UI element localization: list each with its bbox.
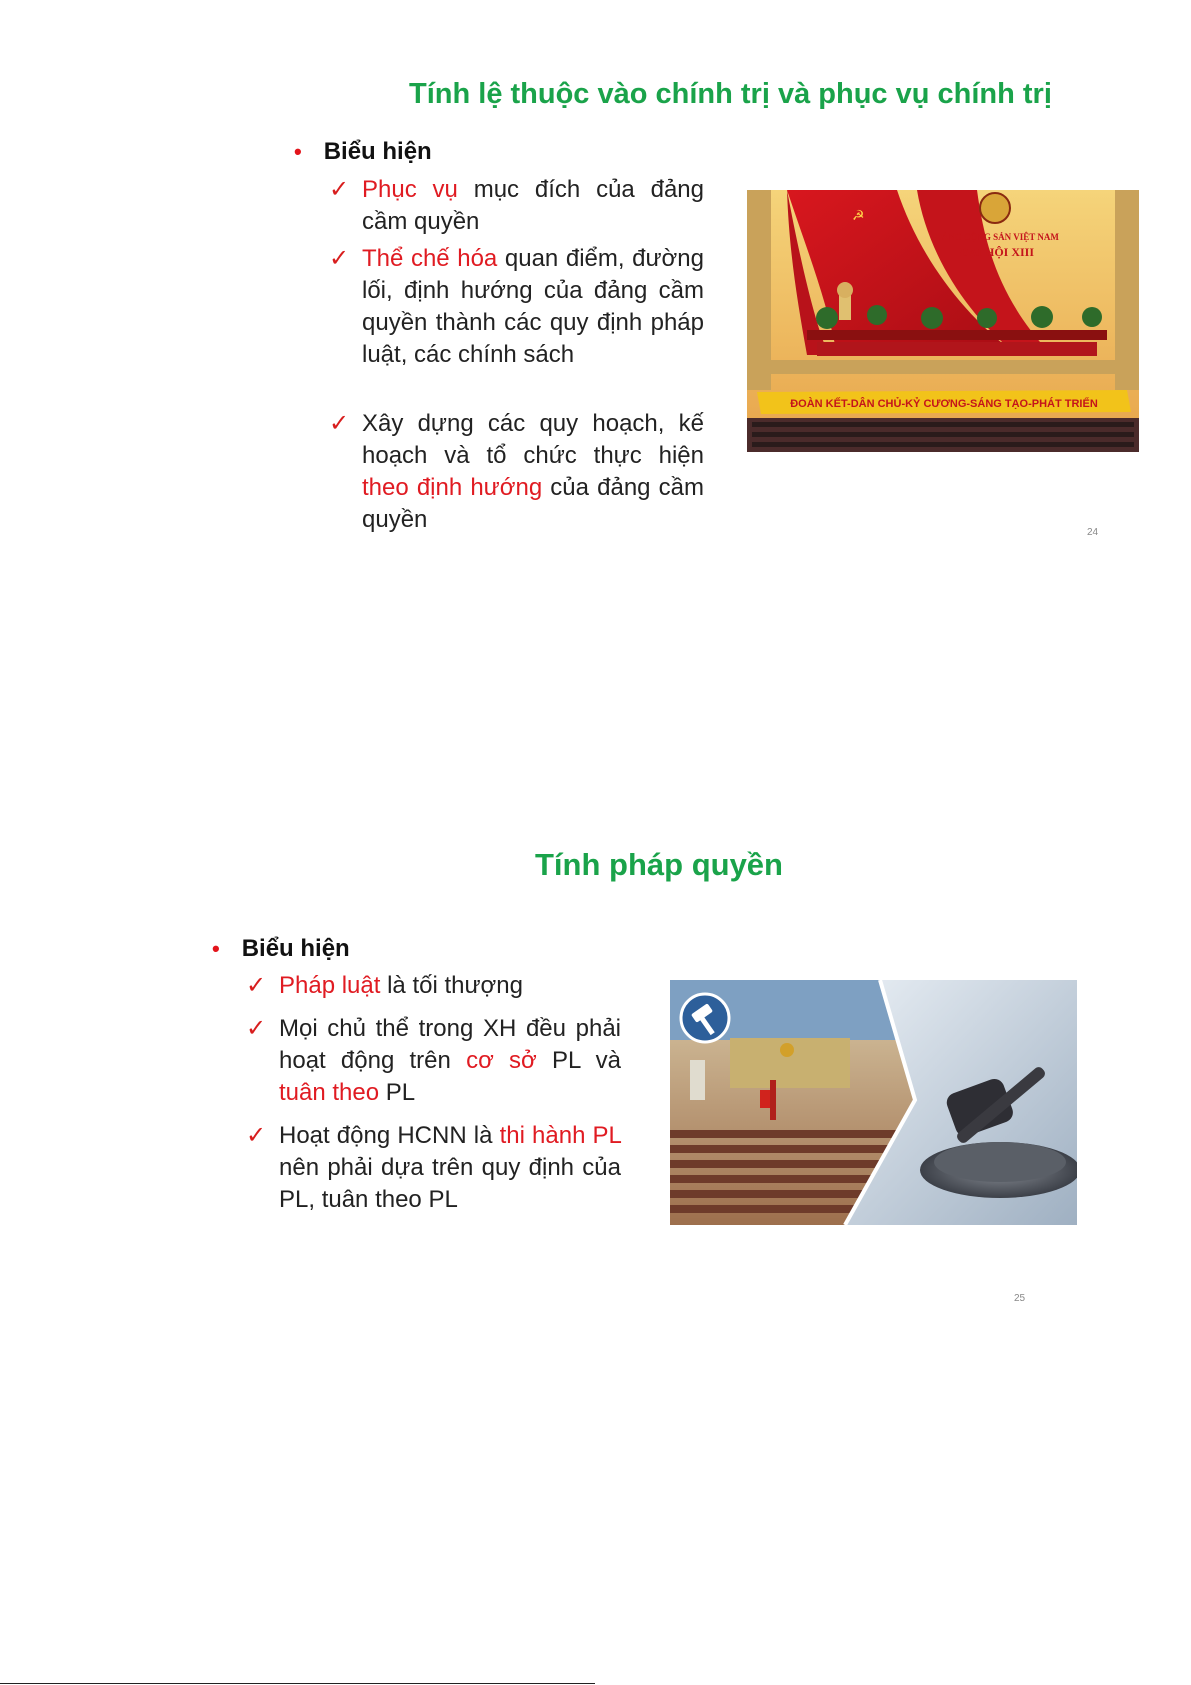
plain-text: là tối thượng [380,972,523,999]
slide-title: Tính pháp quyền [535,847,783,882]
bullet-heading-text: Biểu hiện [241,935,350,962]
bullet-dot-icon: • [212,936,220,961]
bullet-heading [212,935,350,963]
plain-text: nên phải dựa trên quy định của PL, tuân theo PL [279,1154,621,1213]
plain-text: của đảng cầm quyền [362,474,704,533]
highlight-text: theo định hướng [362,474,543,501]
list-item [246,970,621,1002]
page-number: 24 [1087,527,1099,538]
banner-line-1: ĐẢNG CỘNG SẢN VIỆT NAM [935,232,1059,242]
highlight-text: tuân theo [279,1079,380,1106]
checkmark-icon: ✓ [246,1015,267,1042]
highlight-text: Phục vụ [362,176,458,203]
list-item [329,243,704,371]
list-item-text [279,1120,621,1216]
checkmark-icon: ✓ [329,176,350,203]
parliament-gavel-photo [670,980,1077,1225]
svg-text:☭: ☭ [852,208,865,224]
highlight-text: cơ sở [466,1047,537,1074]
plain-text: PL [379,1079,416,1106]
plain-text: Hoạt động HCNN là [279,1122,500,1149]
bullet-heading-text: Biểu hiện [323,138,432,165]
list-item [329,408,704,536]
list-item [246,1120,621,1216]
checkmark-icon: ✓ [329,410,350,437]
checkmark-icon: ✓ [329,245,350,272]
list-item-text [362,243,704,371]
banner-line-2: ĐẠI HỘI XIII [959,245,1035,259]
party-congress-photo [747,190,1139,452]
page-number: 25 [1014,1293,1026,1304]
slide-title: Tính lệ thuộc vào chính trị và phục vụ chính trị [409,78,1052,110]
list-item-text [279,1013,621,1109]
plain-text: Mọi chủ thể trong XH đều phải hoạt động trên [279,1015,621,1074]
list-item [246,1013,621,1109]
footer-rule [0,1683,595,1684]
plain-text: mục đích của đảng cầm quyền [362,176,705,235]
checkmark-icon: ✓ [246,1122,267,1149]
list-item [329,174,705,238]
checkmark-icon: ✓ [246,972,267,999]
list-item-text [362,408,704,536]
plain-text: PL và [536,1047,621,1074]
highlight-text: thi hành PL [499,1122,621,1149]
plain-text: Xây dựng các quy hoạch, kế hoạch và tổ chức thực hiện [362,410,704,469]
highlight-text: Pháp luật [279,972,381,999]
list-item-text [362,174,704,238]
highlight-text: Thể chế hóa [362,245,498,272]
bullet-heading [294,138,432,166]
list-item-text [279,970,621,1002]
plain-text: quan điểm, đường lối, định hướng của đảng cầm quyền thành các quy định pháp luật, các chính sách [362,245,704,368]
bullet-dot-icon: • [294,139,302,164]
slogan-banner: ĐOÀN KẾT-DÂN CHỦ-KỶ CƯƠNG-SÁNG TẠO-PHÁT TRIỂN [790,398,1098,410]
